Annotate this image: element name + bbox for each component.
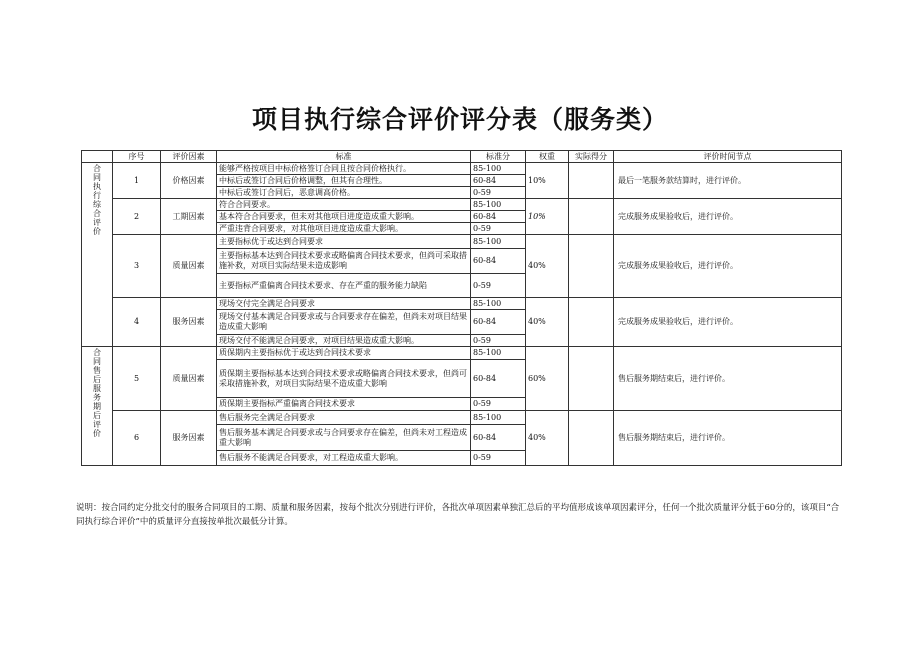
weight-cell: 60%	[526, 347, 569, 411]
footnote-label: 说明：	[76, 503, 102, 513]
header-score-std: 标准分	[471, 151, 526, 163]
category-cell	[82, 163, 113, 347]
timing-cell: 售后服务期结束后，进行评价。	[614, 411, 842, 466]
category-char: 评	[93, 217, 101, 227]
category-char: 同	[93, 172, 101, 182]
score-range-cell: 60-84	[471, 310, 526, 335]
item-factor: 价格因素	[161, 163, 217, 199]
score-range-cell: 0-59	[471, 274, 526, 298]
score-range-cell: 0-59	[471, 335, 526, 347]
table-header-row	[82, 151, 842, 163]
table-row	[82, 347, 842, 360]
timing-cell: 售后服务期结束后，进行评价。	[614, 347, 842, 411]
weight-cell: 40%	[526, 298, 569, 347]
standard-cell: 主要指标优于或达到合同要求	[217, 235, 471, 249]
item-no: 4	[113, 298, 161, 347]
score-range-cell: 60-84	[471, 360, 526, 398]
category-char: 价	[93, 226, 101, 236]
category-char: 合	[93, 164, 101, 173]
weight-cell: 40%	[526, 411, 569, 466]
actual-score-cell[interactable]	[569, 411, 614, 466]
footnote-text: 按合同约定分批交付的服务合同项目的工期、质量和服务因素，按每个批次分别进行评价，各批次单项因素单独汇总后的平均值形成该单项因素评分，任何一个批次质量评分低于60分的，该项目“合同执行综合评价”中的质量评分直接按单批次最低分计算。	[76, 503, 840, 527]
category-char: 综	[93, 199, 101, 209]
category-char: 后	[93, 410, 101, 420]
actual-score-cell[interactable]	[569, 298, 614, 347]
actual-score-cell[interactable]	[569, 199, 614, 235]
standard-cell: 中标后或签订合同后价格调整，但其有合理性。	[217, 175, 471, 187]
standard-cell: 质保期主要指标严重偏离合同技术要求	[217, 398, 471, 411]
category-char: 评	[93, 419, 101, 429]
standard-cell: 现场交付不能满足合同要求，对项目结果造成重大影响。	[217, 335, 471, 347]
header-weight: 权重	[526, 151, 569, 163]
category-char: 合	[93, 348, 101, 357]
table-row	[82, 298, 842, 310]
timing-cell: 完成服务成果验收后，进行评价。	[614, 235, 842, 298]
score-range-cell: 85-100	[471, 163, 526, 175]
item-factor: 工期因素	[161, 199, 217, 235]
header-factor: 评价因素	[161, 151, 217, 163]
category-char: 同	[93, 356, 101, 366]
standard-cell: 严重违背合同要求，对其他项目进度造成重大影响。	[217, 223, 471, 235]
score-range-cell: 60-84	[471, 425, 526, 451]
category-char: 价	[93, 428, 101, 438]
score-range-cell: 85-100	[471, 298, 526, 310]
standard-cell: 中标后或签订合同后，恶意调高价格。	[217, 187, 471, 199]
score-range-cell: 60-84	[471, 249, 526, 274]
standard-cell: 售后服务不能满足合同要求，对工程造成重大影响。	[217, 451, 471, 466]
score-range-cell: 85-100	[471, 411, 526, 425]
item-no: 1	[113, 163, 161, 199]
standard-cell: 基本符合合同要求，但未对其他项目进度造成重大影响。	[217, 211, 471, 223]
evaluation-table	[81, 150, 842, 466]
header-no: 序号	[113, 151, 161, 163]
score-range-cell: 0-59	[471, 451, 526, 466]
standard-cell: 符合合同要求。	[217, 199, 471, 211]
category-char: 期	[93, 401, 101, 411]
category-char: 行	[93, 190, 101, 200]
item-no: 2	[113, 199, 161, 235]
table-row	[82, 235, 842, 249]
score-range-cell: 60-84	[471, 211, 526, 223]
category-char: 务	[93, 392, 101, 402]
category-char: 执	[93, 181, 101, 191]
category-char: 后	[93, 374, 101, 384]
standard-cell: 主要指标严重偏离合同技术要求、存在严重的服务能力缺陷	[217, 274, 471, 298]
score-range-cell: 85-100	[471, 347, 526, 360]
item-factor: 质量因素	[161, 235, 217, 298]
actual-score-cell[interactable]	[569, 347, 614, 411]
score-range-cell: 0-59	[471, 398, 526, 411]
table-row	[82, 411, 842, 425]
item-factor: 服务因素	[161, 298, 217, 347]
item-no: 5	[113, 347, 161, 411]
score-range-cell: 85-100	[471, 199, 526, 211]
score-range-cell: 60-84	[471, 175, 526, 187]
category-char: 售	[93, 365, 101, 375]
standard-cell: 质保期内主要指标优于或达到合同技术要求	[217, 347, 471, 360]
table-row	[82, 163, 842, 175]
standard-cell: 质保期主要指标基本达到合同技术要求或略偏离合同技术要求，但尚可采取措施补救，对项目实际结果不造成重大影响	[217, 360, 471, 398]
item-factor: 质量因素	[161, 347, 217, 411]
standard-cell: 现场交付完全满足合同要求	[217, 298, 471, 310]
weight-cell: 40%	[526, 235, 569, 298]
standard-cell: 主要指标基本达到合同技术要求或略偏离合同技术要求，但尚可采取措施补救，对项目实际结果未造成影响	[217, 249, 471, 274]
item-factor: 服务因素	[161, 411, 217, 466]
header-standard: 标准	[217, 151, 471, 163]
weight-cell: 10%	[526, 199, 569, 235]
category-char: 服	[93, 383, 101, 393]
standard-cell: 售后服务基本满足合同要求或与合同要求存在偏差，但尚未对工程造成重大影响	[217, 425, 471, 451]
table-body	[82, 163, 842, 466]
item-no: 3	[113, 235, 161, 298]
item-no: 6	[113, 411, 161, 466]
page-title: 项目执行综合评价评分表（服务类）	[251, 105, 668, 134]
header-timing: 评价时间节点	[614, 151, 842, 163]
standard-cell: 现场交付基本满足合同要求或与合同要求存在偏差，但尚未对项目结果造成重大影响	[217, 310, 471, 335]
footnote	[76, 501, 844, 529]
header-actual: 实际得分	[569, 151, 614, 163]
actual-score-cell[interactable]	[569, 235, 614, 298]
actual-score-cell[interactable]	[569, 163, 614, 199]
weight-cell: 10%	[526, 163, 569, 199]
category-char: 合	[93, 208, 101, 218]
standard-cell: 售后服务完全满足合同要求	[217, 411, 471, 425]
timing-cell: 完成服务成果验收后，进行评价。	[614, 298, 842, 347]
standard-cell: 能够严格按项目中标价格签订合同且按合同价格执行。	[217, 163, 471, 175]
score-range-cell: 85-100	[471, 235, 526, 249]
timing-cell: 最后一笔服务款结算时，进行评价。	[614, 163, 842, 199]
timing-cell: 完成服务成果验收后，进行评价。	[614, 199, 842, 235]
table-row	[82, 199, 842, 211]
score-range-cell: 0-59	[471, 187, 526, 199]
header-blank	[82, 151, 113, 163]
category-cell	[82, 347, 113, 466]
score-range-cell: 0-59	[471, 223, 526, 235]
